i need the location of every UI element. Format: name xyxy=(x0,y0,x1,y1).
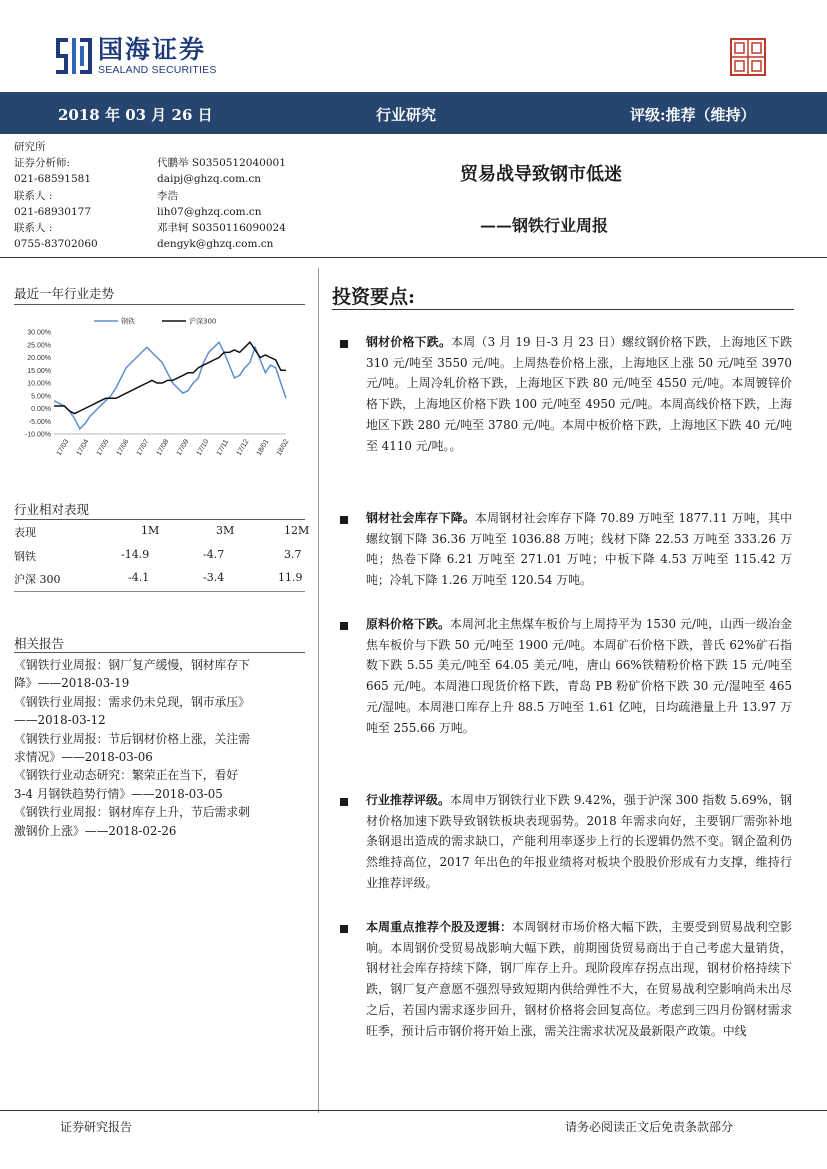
report-line[interactable]: 《钢铁行业周报：节后钢材价格上涨，关注需 xyxy=(14,731,250,746)
point-stock-picks xyxy=(366,917,792,1041)
report-line[interactable]: 《钢铁行业动态研究：繁荣正在当下，看好 xyxy=(14,768,239,783)
table-header-cell: 1M xyxy=(141,524,160,537)
point-title: 本周重点推荐个股及逻辑： xyxy=(366,920,513,934)
y-tick-label: -5.00% xyxy=(28,418,51,426)
header-bar xyxy=(0,92,827,134)
y-tick-label: 20.00% xyxy=(27,355,51,362)
point-title: 原料价格下跌。 xyxy=(366,617,450,631)
table-cell: 11.9 xyxy=(278,571,303,584)
table-cell: -3.4 xyxy=(203,571,225,584)
table-cell: 3.7 xyxy=(284,547,302,561)
analyst-row-label: 021-68930177 xyxy=(14,205,92,218)
point-title: 钢材社会库存下降。 xyxy=(366,511,475,525)
bullet-square-icon xyxy=(340,925,348,933)
performance-table xyxy=(14,520,310,591)
point-inventory xyxy=(366,508,792,591)
table-cell: 沪深 300 xyxy=(14,573,61,586)
related-reports xyxy=(14,656,310,840)
report-rating: 评级:推荐（维持） xyxy=(630,106,756,124)
column-divider xyxy=(318,268,319,1113)
investment-heading-rule xyxy=(332,309,794,310)
x-tick-label: 18/02 xyxy=(275,438,291,457)
reports-heading: 相关报告 xyxy=(14,636,65,651)
report-line[interactable]: 《钢铁行业周报：需求仍未兑现，钢市承压》 xyxy=(14,694,250,709)
y-tick-label: 0.00% xyxy=(31,406,51,413)
report-category: 行业研究 xyxy=(376,106,437,124)
footer-disclaimer-link[interactable]: 请务必阅读正文后免责条款部分 xyxy=(565,1120,734,1134)
point-body: 本周钢材社会库存下降 70.89 万吨至 1877.11 万吨，其中螺纹钢下降 36.36 万吨至 1036.88 万吨；线材下降 22.53 万吨至 333.26 万吨；热卷下降 6.21 万吨至 271.01 万吨；中板下降 4.53 万吨至 115.42 万吨；冷轧下降 1.26 万吨至 120.54 万吨。 xyxy=(366,511,792,588)
y-tick-label: 15.00% xyxy=(27,367,51,375)
analyst-email[interactable]: dengyk@ghzq.com.cn xyxy=(157,238,274,251)
logo-chinese-name: 国海证券 xyxy=(98,34,207,64)
trend-chart xyxy=(14,314,304,480)
table-cell: -4.1 xyxy=(128,571,150,584)
bullet-square-icon xyxy=(340,798,348,806)
x-tick-label: 17/04 xyxy=(75,438,91,457)
legend-label: 沪深300 xyxy=(189,317,217,326)
table-header-cell: 3M xyxy=(216,524,235,537)
report-line[interactable]: 求情况》——2018-03-06 xyxy=(14,750,153,765)
institute-label: 研究所 xyxy=(14,141,46,153)
analyst-row-value: 李浩 xyxy=(157,189,178,202)
report-line[interactable]: 《钢铁行业周报：钢材库存上升，节后需求刺 xyxy=(14,805,250,820)
point-steel-price xyxy=(366,332,792,456)
point-body: 本周申万钢铁行业下跌 9.42%，强于沪深 300 指数 5.69%，钢材价格加速下跌导致钢铁板块表现弱势。2018 年需求向好，主要钢厂需弥补地条钢退出造成的需求缺口，产能利用率逐步上行的长逻辑仍然不变。钢企盈利仍然维持高位，2017 年出色的年报业绩将对板块个股股价形成有力支撑，维持行业推荐评级。 xyxy=(366,793,792,890)
table-header-cell: 12M xyxy=(284,524,310,537)
trend-heading-rule xyxy=(14,304,305,305)
bullet-square-icon xyxy=(340,340,348,348)
point-body: 本周（3 月 19 日-3 月 23 日）螺纹钢价格下跌，上海地区下跌 310 元/吨至 3550 元/吨。上周热卷价格上涨，上海地区上涨 50 元/吨至 3970 元/吨。上周冷轧价格下跌，上海地区下跌 80 元/吨至 4550 元/吨。本周镀锌价格下跌，上海地区价格下跌 100 元/吨至 4950 元/吨。本周高线价格下跌，上海地区下跌 280 元/吨至 3780 元/吨。本周中板价格下跌，上海地区下跌 40 元/吨至 4110 元/吨。。 xyxy=(366,335,792,453)
y-tick-label: 25.00% xyxy=(27,342,51,350)
y-tick-label: -10.00% xyxy=(24,431,51,439)
x-tick-label: 17/05 xyxy=(95,438,111,457)
analyst-row-label: 0755-83702060 xyxy=(14,238,98,251)
point-body: 本周钢材市场价格大幅下跌，主要受到贸易战利空影响。本周钢价受贸易战影响大幅下跌，前期囤货贸易商出于自己考虑大量销货，钢材社会库存持续下降，钢厂库存上升。现阶段库存拐点出现，钢材价格持续下跌，钢厂复产意愿不强烈导致短期内供给弹性不大，在贸易战利空影响尚未出尽之后，若国内需求逐步回升，钢材价格将会回复高位。考虑到三四月份钢材需求旺季，预计后市钢价将开始上涨，需关注需求状况及最新限产政策。中线 xyxy=(366,920,792,1038)
logo-english-name: SEALAND SECURITIES xyxy=(98,63,217,76)
trend-chart-svg xyxy=(14,314,304,480)
point-title: 钢材价格下跌。 xyxy=(366,335,452,349)
x-tick-label: 17/03 xyxy=(55,438,71,457)
report-line[interactable]: 3-4 月钢铁趋势行情》——2018-03-05 xyxy=(14,786,223,801)
investment-heading: 投资要点: xyxy=(332,286,416,308)
report-title: 贸易战导致钢市低迷 xyxy=(460,164,622,185)
header-divider xyxy=(0,257,827,258)
x-tick-label: 17/08 xyxy=(155,438,171,457)
table-cell: -4.7 xyxy=(203,547,225,561)
point-title: 行业推荐评级。 xyxy=(366,793,451,807)
x-tick-label: 17/11 xyxy=(215,438,231,457)
x-tick-label: 17/10 xyxy=(195,438,211,457)
analyst-row-label: 联系人 : xyxy=(14,189,53,202)
series-line-steel xyxy=(54,342,286,429)
analyst-row-label: 021-68591581 xyxy=(14,173,92,186)
performance-heading: 行业相对表现 xyxy=(14,502,90,517)
report-line[interactable]: 降》——2018-03-19 xyxy=(14,676,130,691)
research-seal-icon xyxy=(730,38,766,76)
performance-bottom-rule xyxy=(14,591,305,592)
bullet-square-icon xyxy=(340,516,348,524)
reports-heading-rule xyxy=(14,652,305,653)
bullet-square-icon xyxy=(340,622,348,630)
company-logo xyxy=(54,34,217,78)
table-row xyxy=(14,544,305,568)
report-line[interactable]: ——2018-03-12 xyxy=(14,713,106,728)
point-rating xyxy=(366,790,792,894)
table-header-row xyxy=(14,520,310,544)
trend-heading: 最近一年行业走势 xyxy=(14,286,115,301)
analyst-row-value: 代鹏举 S0350512040001 xyxy=(157,157,286,170)
x-tick-label: 17/07 xyxy=(135,438,151,457)
report-line[interactable]: 激钢价上涨》——2018-02-26 xyxy=(14,823,177,838)
y-tick-label: 10.00% xyxy=(27,380,51,388)
x-tick-label: 17/09 xyxy=(175,438,191,457)
logo-mark-icon xyxy=(54,34,94,78)
analyst-row-value: 邓聿轲 S0350116090024 xyxy=(157,221,286,234)
table-row xyxy=(14,567,305,591)
report-line[interactable]: 《钢铁行业周报：钢厂复产缓慢，钢材库存下 xyxy=(14,658,250,672)
table-cell: -14.9 xyxy=(121,547,150,561)
legend-label: 钢铁 xyxy=(121,317,135,326)
x-tick-label: 17/06 xyxy=(115,438,131,457)
x-tick-label: 18/01 xyxy=(255,438,271,457)
analyst-row-label: 证券分析师: xyxy=(14,157,71,170)
table-header-cell: 表现 xyxy=(14,526,36,539)
y-tick-label: 5.00% xyxy=(31,393,51,401)
point-raw-material xyxy=(366,614,792,738)
analyst-row-label: 联系人 : xyxy=(14,221,53,234)
point-body: 本周河北主焦煤车板价与上周持平为 1530 元/吨，山西一级冶金焦车板价与下跌 50 元/吨至 1900 元/吨。本周矿石价格下跌，普氏 62%矿石指数下跌 5.55 美元/吨至 64.05 美元/吨，唐山 66%铁精粉价格下跌 15 元/吨至 665 元/吨。本周港口现货价格下跌，青岛 PB 粉矿价格下跌 30 元/湿吨至 465 元/湿吨。本周港口库存上升 88.5 万吨至 1.61 亿吨，日均疏港量上升 13.97 万吨至 255.66 万吨。 xyxy=(366,617,792,735)
footer-divider xyxy=(0,1110,827,1111)
y-tick-label: 30.00% xyxy=(27,329,51,337)
report-date: 2018 年 03 月 26 日 xyxy=(58,106,213,124)
x-tick-label: 17/12 xyxy=(235,438,251,457)
table-cell: 钢铁 xyxy=(14,549,36,563)
analyst-email[interactable]: lih07@ghzq.com.cn xyxy=(157,205,262,218)
analyst-email[interactable]: daipj@ghzq.com.cn xyxy=(157,173,262,186)
report-subtitle: ——钢铁行业周报 xyxy=(480,216,609,235)
footer-left-text: 证券研究报告 xyxy=(60,1120,133,1134)
